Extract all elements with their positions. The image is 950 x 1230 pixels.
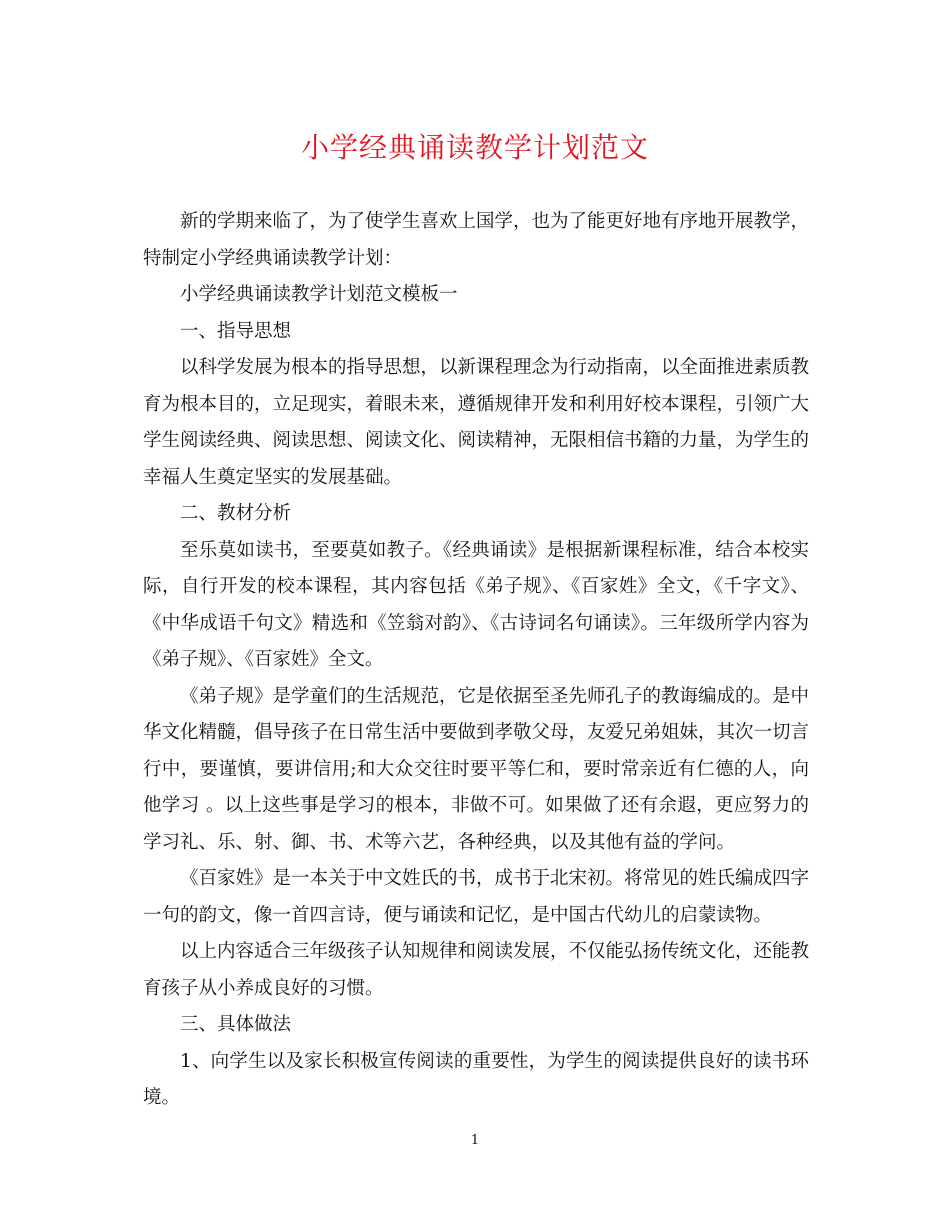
- baijiaxing-paragraph: 《百家姓》是一本关于中文姓氏的书，成书于北宋初。将常见的姓氏编成四字一句的韵文，像一首四言诗，便与诵读和记忆，是中国古代幼儿的启蒙读物。: [143, 868, 810, 926]
- template-heading: 小学经典诵读教学计划范文模板一: [180, 284, 458, 305]
- method-item-1: 1、向学生以及家长积极宣传阅读的重要性，为学生的阅读提供良好的读书环境。: [143, 1050, 809, 1108]
- document-title: 小学经典诵读教学计划范文: [300, 131, 649, 164]
- document-body: [143, 204, 809, 1117]
- section-heading-material-analysis: 二、教材分析: [180, 503, 292, 524]
- suitability-paragraph: 以上内容适合三年级孩子认知规律和阅读发展，不仅能弘扬传统文化，还能教育孩子从小养成良好的习惯。: [143, 941, 810, 999]
- material-analysis-paragraph: 至乐莫如读书，至要莫如教子。《经典诵读》是根据新课程标准，结合本校实际，自行开发的校本课程，其内容包括《弟子规》、《百家姓》全文，《千字文》、《中华成语千句文》精选和《笠翁对韵》、《古诗词名句诵读》。三年级所学内容为《弟子规》、《百家姓》全文。: [143, 539, 809, 670]
- intro-paragraph: 新的学期来临了，为了使学生喜欢上国学，也为了能更好地有序地开展教学，特制定小学经典诵读教学计划：: [143, 211, 810, 269]
- guiding-ideas-paragraph: 以科学发展为根本的指导思想，以新课程理念为行动指南，以全面推进素质教育为根本目的，立足现实，着眼未来，遵循规律开发和利用好校本课程，引领广大学生阅读经典、阅读思想、阅读文化、阅读精神，无限相信书籍的力量，为学生的幸福人生奠定坚实的发展基础。: [143, 357, 810, 488]
- section-heading-guiding-ideas: 一、指导思想: [180, 320, 292, 342]
- section-heading-methods: 三、具体做法: [180, 1014, 292, 1035]
- page-number: 1: [470, 1133, 480, 1148]
- dizigui-paragraph: 《弟子规》是学童们的生活规范，它是依据至圣先师孔子的教诲编成的。是中华文化精髓，倡导孩子在日常生活中要做到孝敬父母，友爱兄弟姐妹，其次一切言行中，要谨慎，要讲信用;和大众交往时要平等仁和，要时常亲近有仁德的人，向他学习 。以上这些事是学习的根本，非做不可。如果做了还有余遐，更应努力的学习礼、乐、射、御、书、术等六艺，各种经典，以及其他有益的学问。: [143, 685, 810, 853]
